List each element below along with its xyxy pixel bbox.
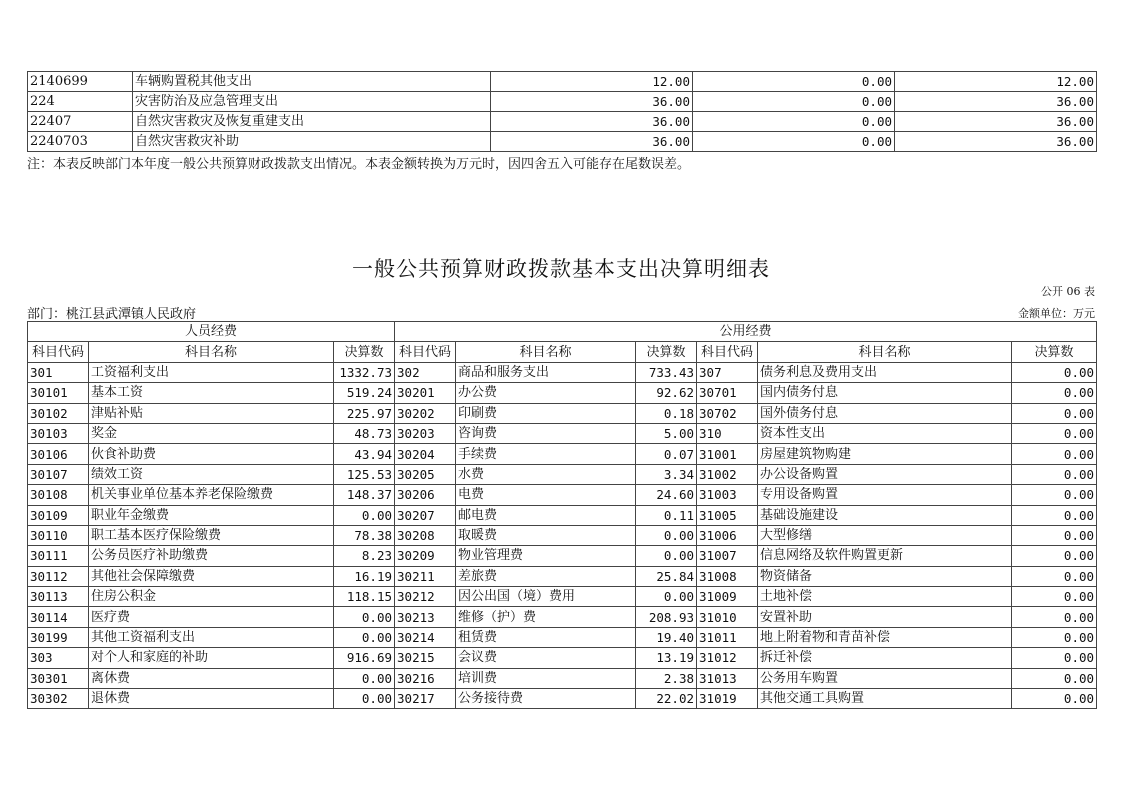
public-amount-cell: 0.00	[636, 587, 697, 607]
personnel-amount-cell: 48.73	[334, 423, 395, 443]
amount-cell: 12.00	[895, 72, 1097, 92]
col-header-amount: 决算数	[636, 342, 697, 362]
personnel-code-cell: 30302	[28, 689, 89, 709]
public-name-cell: 办公费	[456, 383, 636, 403]
public-name-cell: 咨询费	[456, 423, 636, 443]
personnel-name-cell: 绩效工资	[89, 464, 334, 484]
table-row	[28, 403, 1097, 423]
public-code-cell: 31019	[697, 689, 758, 709]
public-amount-cell: 0.11	[636, 505, 697, 525]
public-name-cell: 公务接待费	[456, 689, 636, 709]
top-expenditure-table	[27, 71, 1097, 152]
table-row	[28, 383, 1097, 403]
public-code-cell: 31013	[697, 668, 758, 688]
public-amount-cell: 0.00	[636, 525, 697, 545]
public-amount-cell: 0.00	[1012, 627, 1097, 647]
personnel-name-cell: 离休费	[89, 668, 334, 688]
public-name-cell: 会议费	[456, 648, 636, 668]
public-amount-cell: 5.00	[636, 423, 697, 443]
public-name-cell: 国内债务付息	[758, 383, 1012, 403]
subject-code-cell: 22407	[28, 112, 133, 132]
public-amount-cell: 0.00	[1012, 587, 1097, 607]
public-name-cell: 取暖费	[456, 525, 636, 545]
subject-name-cell: 灾害防治及应急管理支出	[133, 92, 491, 112]
public-code-cell: 30217	[395, 689, 456, 709]
table-row	[28, 72, 1097, 92]
public-name-cell: 手续费	[456, 444, 636, 464]
public-name-cell: 房屋建筑物购建	[758, 444, 1012, 464]
personnel-name-cell: 其他工资福利支出	[89, 627, 334, 647]
personnel-amount-cell: 148.37	[334, 485, 395, 505]
public-code-cell: 31006	[697, 525, 758, 545]
personnel-amount-cell: 0.00	[334, 505, 395, 525]
personnel-name-cell: 工资福利支出	[89, 362, 334, 382]
personnel-amount-cell: 0.00	[334, 689, 395, 709]
public-code-cell: 30207	[395, 505, 456, 525]
public-amount-cell: 0.00	[1012, 423, 1097, 443]
personnel-code-cell: 30107	[28, 464, 89, 484]
amount-cell: 0.00	[693, 72, 895, 92]
public-amount-cell: 208.93	[636, 607, 697, 627]
public-name-cell: 基础设施建设	[758, 505, 1012, 525]
public-amount-cell: 25.84	[636, 566, 697, 586]
public-code-cell: 30701	[697, 383, 758, 403]
public-code-cell: 30215	[395, 648, 456, 668]
table-row	[28, 423, 1097, 443]
personnel-amount-cell: 225.97	[334, 403, 395, 423]
subject-name-cell: 自然灾害救灾补助	[133, 132, 491, 152]
table-row	[28, 668, 1097, 688]
col-header-code: 科目代码	[395, 342, 456, 362]
public-amount-cell: 0.00	[1012, 546, 1097, 566]
public-code-cell: 31012	[697, 648, 758, 668]
public-code-cell: 30205	[395, 464, 456, 484]
public-amount-cell: 0.00	[1012, 566, 1097, 586]
basic-expenditure-detail-table	[27, 321, 1097, 709]
public-amount-cell: 0.00	[1012, 607, 1097, 627]
amount-cell: 36.00	[491, 92, 693, 112]
public-amount-cell: 0.00	[1012, 485, 1097, 505]
personnel-code-cell: 30101	[28, 383, 89, 403]
public-amount-cell: 0.00	[1012, 464, 1097, 484]
table-row	[28, 627, 1097, 647]
public-amount-cell: 3.34	[636, 464, 697, 484]
public-amount-cell: 0.00	[1012, 689, 1097, 709]
col-header-name: 科目名称	[89, 342, 334, 362]
public-code-cell: 30201	[395, 383, 456, 403]
public-amount-cell: 0.00	[1012, 383, 1097, 403]
personnel-amount-cell: 118.15	[334, 587, 395, 607]
col-header-name: 科目名称	[456, 342, 636, 362]
public-code-cell: 30213	[395, 607, 456, 627]
public-code-cell: 31001	[697, 444, 758, 464]
personnel-name-cell: 伙食补助费	[89, 444, 334, 464]
table-code: 公开 06 表	[1041, 285, 1095, 298]
personnel-code-cell: 30111	[28, 546, 89, 566]
personnel-name-cell: 奖金	[89, 423, 334, 443]
public-name-cell: 维修（护）费	[456, 607, 636, 627]
public-name-cell: 信息网络及软件购置更新	[758, 546, 1012, 566]
amount-cell: 36.00	[895, 112, 1097, 132]
table-row	[28, 362, 1097, 382]
public-code-cell: 302	[395, 362, 456, 382]
public-amount-cell: 92.62	[636, 383, 697, 403]
personnel-code-cell: 30113	[28, 587, 89, 607]
public-amount-cell: 0.00	[1012, 668, 1097, 688]
group-header-public: 公用经费	[395, 322, 1097, 342]
public-code-cell: 30209	[395, 546, 456, 566]
personnel-code-cell: 30102	[28, 403, 89, 423]
public-amount-cell: 0.00	[1012, 525, 1097, 545]
personnel-name-cell: 机关事业单位基本养老保险缴费	[89, 485, 334, 505]
personnel-code-cell: 30301	[28, 668, 89, 688]
public-code-cell: 31011	[697, 627, 758, 647]
public-name-cell: 邮电费	[456, 505, 636, 525]
public-name-cell: 印刷费	[456, 403, 636, 423]
public-name-cell: 地上附着物和青苗补偿	[758, 627, 1012, 647]
personnel-amount-cell: 125.53	[334, 464, 395, 484]
personnel-name-cell: 对个人和家庭的补助	[89, 648, 334, 668]
table-row	[28, 112, 1097, 132]
public-amount-cell: 0.00	[1012, 403, 1097, 423]
public-code-cell: 30212	[395, 587, 456, 607]
public-amount-cell: 24.60	[636, 485, 697, 505]
group-header-personnel: 人员经费	[28, 322, 395, 342]
personnel-amount-cell: 519.24	[334, 383, 395, 403]
personnel-name-cell: 职业年金缴费	[89, 505, 334, 525]
subject-name-cell: 自然灾害救灾及恢复重建支出	[133, 112, 491, 132]
public-amount-cell: 0.00	[1012, 505, 1097, 525]
subject-name-cell: 车辆购置税其他支出	[133, 72, 491, 92]
personnel-code-cell: 303	[28, 648, 89, 668]
personnel-code-cell: 301	[28, 362, 89, 382]
public-code-cell: 31007	[697, 546, 758, 566]
personnel-amount-cell: 16.19	[334, 566, 395, 586]
personnel-code-cell: 30112	[28, 566, 89, 586]
public-name-cell: 办公设备购置	[758, 464, 1012, 484]
personnel-name-cell: 职工基本医疗保险缴费	[89, 525, 334, 545]
public-code-cell: 30214	[395, 627, 456, 647]
public-amount-cell: 0.00	[1012, 648, 1097, 668]
public-code-cell: 30211	[395, 566, 456, 586]
public-amount-cell: 0.07	[636, 444, 697, 464]
public-name-cell: 国外债务付息	[758, 403, 1012, 423]
personnel-amount-cell: 0.00	[334, 607, 395, 627]
amount-cell: 0.00	[693, 132, 895, 152]
personnel-amount-cell: 916.69	[334, 648, 395, 668]
table-row	[28, 566, 1097, 586]
subject-code-cell: 224	[28, 92, 133, 112]
page-title: 一般公共预算财政拨款基本支出决算明细表	[352, 257, 770, 281]
personnel-code-cell: 30106	[28, 444, 89, 464]
public-name-cell: 商品和服务支出	[456, 362, 636, 382]
table-row	[28, 444, 1097, 464]
public-amount-cell: 733.43	[636, 362, 697, 382]
amount-cell: 36.00	[491, 112, 693, 132]
table-row	[28, 587, 1097, 607]
public-code-cell: 310	[697, 423, 758, 443]
public-code-cell: 31009	[697, 587, 758, 607]
col-header-code: 科目代码	[697, 342, 758, 362]
public-amount-cell: 0.00	[1012, 362, 1097, 382]
public-name-cell: 电费	[456, 485, 636, 505]
public-name-cell: 其他交通工具购置	[758, 689, 1012, 709]
personnel-code-cell: 30103	[28, 423, 89, 443]
public-code-cell: 30203	[395, 423, 456, 443]
public-name-cell: 培训费	[456, 668, 636, 688]
col-header-code: 科目代码	[28, 342, 89, 362]
public-name-cell: 土地补偿	[758, 587, 1012, 607]
public-name-cell: 安置补助	[758, 607, 1012, 627]
subject-code-cell: 2240703	[28, 132, 133, 152]
personnel-name-cell: 公务员医疗补助缴费	[89, 546, 334, 566]
public-amount-cell: 0.00	[1012, 444, 1097, 464]
public-name-cell: 资本性支出	[758, 423, 1012, 443]
table-row	[28, 607, 1097, 627]
table-row	[28, 92, 1097, 112]
public-name-cell: 因公出国（境）费用	[456, 587, 636, 607]
personnel-amount-cell: 43.94	[334, 444, 395, 464]
table-row	[28, 505, 1097, 525]
amount-cell: 0.00	[693, 112, 895, 132]
personnel-name-cell: 其他社会保障缴费	[89, 566, 334, 586]
public-name-cell: 拆迁补偿	[758, 648, 1012, 668]
personnel-amount-cell: 1332.73	[334, 362, 395, 382]
col-header-amount: 决算数	[334, 342, 395, 362]
amount-cell: 0.00	[693, 92, 895, 112]
amount-unit-label: 金额单位：万元	[1018, 307, 1095, 320]
public-name-cell: 物业管理费	[456, 546, 636, 566]
public-code-cell: 31005	[697, 505, 758, 525]
public-name-cell: 大型修缮	[758, 525, 1012, 545]
public-amount-cell: 0.00	[636, 546, 697, 566]
amount-cell: 12.00	[491, 72, 693, 92]
table-row	[28, 464, 1097, 484]
subject-code-cell: 2140699	[28, 72, 133, 92]
personnel-name-cell: 退休费	[89, 689, 334, 709]
personnel-amount-cell: 8.23	[334, 546, 395, 566]
personnel-code-cell: 30199	[28, 627, 89, 647]
public-name-cell: 公务用车购置	[758, 668, 1012, 688]
table-row	[28, 546, 1097, 566]
public-amount-cell: 22.02	[636, 689, 697, 709]
table-row	[28, 525, 1097, 545]
personnel-amount-cell: 78.38	[334, 525, 395, 545]
personnel-code-cell: 30109	[28, 505, 89, 525]
public-name-cell: 物资储备	[758, 566, 1012, 586]
personnel-code-cell: 30108	[28, 485, 89, 505]
table-note: 注：本表反映部门本年度一般公共预算财政拨款支出情况。本表金额转换为万元时，因四舍五入可能存在尾数误差。	[27, 157, 691, 172]
public-code-cell: 30208	[395, 525, 456, 545]
personnel-name-cell: 住房公积金	[89, 587, 334, 607]
public-amount-cell: 19.40	[636, 627, 697, 647]
personnel-amount-cell: 0.00	[334, 668, 395, 688]
department-label: 部门：桃江县武潭镇人民政府	[27, 307, 197, 322]
table-row	[28, 648, 1097, 668]
public-code-cell: 31003	[697, 485, 758, 505]
public-code-cell: 30202	[395, 403, 456, 423]
public-name-cell: 债务利息及费用支出	[758, 362, 1012, 382]
public-name-cell: 水费	[456, 464, 636, 484]
col-header-amount: 决算数	[1012, 342, 1097, 362]
amount-cell: 36.00	[491, 132, 693, 152]
public-amount-cell: 13.19	[636, 648, 697, 668]
public-amount-cell: 0.18	[636, 403, 697, 423]
table-row	[28, 689, 1097, 709]
personnel-amount-cell: 0.00	[334, 627, 395, 647]
personnel-code-cell: 30110	[28, 525, 89, 545]
amount-cell: 36.00	[895, 92, 1097, 112]
public-name-cell: 专用设备购置	[758, 485, 1012, 505]
personnel-name-cell: 医疗费	[89, 607, 334, 627]
public-code-cell: 31002	[697, 464, 758, 484]
public-code-cell: 30206	[395, 485, 456, 505]
personnel-name-cell: 津贴补贴	[89, 403, 334, 423]
public-code-cell: 31008	[697, 566, 758, 586]
amount-cell: 36.00	[895, 132, 1097, 152]
public-code-cell: 30204	[395, 444, 456, 464]
table-row	[28, 132, 1097, 152]
public-code-cell: 31010	[697, 607, 758, 627]
public-code-cell: 30702	[697, 403, 758, 423]
personnel-code-cell: 30114	[28, 607, 89, 627]
public-code-cell: 30216	[395, 668, 456, 688]
table-row	[28, 485, 1097, 505]
public-code-cell: 307	[697, 362, 758, 382]
public-name-cell: 差旅费	[456, 566, 636, 586]
public-amount-cell: 2.38	[636, 668, 697, 688]
public-name-cell: 租赁费	[456, 627, 636, 647]
col-header-name: 科目名称	[758, 342, 1012, 362]
personnel-name-cell: 基本工资	[89, 383, 334, 403]
